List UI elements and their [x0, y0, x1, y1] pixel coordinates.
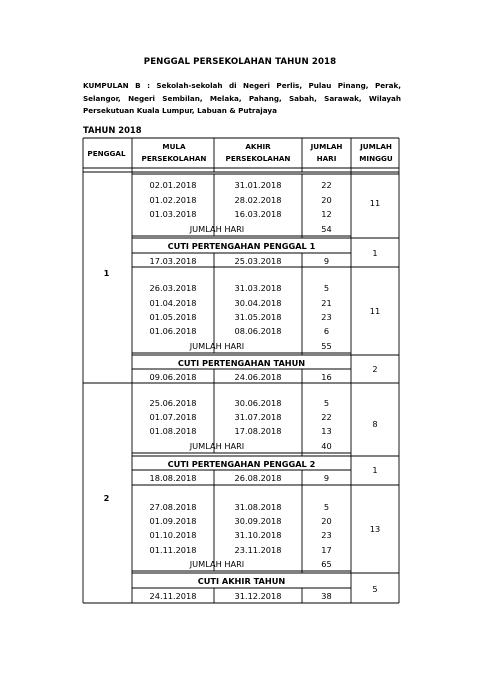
akhir-date: 31.01.2018	[234, 180, 282, 190]
mula-date: 01.09.2018	[149, 516, 197, 526]
jumlah-minggu-value: 13	[369, 524, 381, 534]
mula-date: 01.03.2018	[149, 209, 197, 219]
jumlah-minggu-value: 11	[369, 198, 381, 208]
akhir-date: 30.04.2018	[234, 298, 282, 308]
mula-date: 18.08.2018	[149, 473, 197, 483]
day-count: 16	[321, 372, 332, 382]
group-description: KUMPULAN B : Sekolah-sekolah di Negeri Perlis, Pulau Pinang, Perak, Selangor, Negeri Sembilan, Melaka, Pahang, Sabah, Sarawak, Wilayah Persekutuan Kuala Lumpur, Labuan & Putrajaya	[83, 81, 401, 116]
akhir-date: 24.06.2018	[234, 372, 282, 382]
penggal-2-label: 2	[103, 493, 110, 503]
jumlah-hari-total: 65	[321, 559, 332, 569]
day-count: 5	[323, 502, 330, 512]
day-count: 17	[321, 545, 332, 555]
jumlah-minggu-value: 11	[369, 306, 381, 316]
header-jumlah-hari: JUMLAH HARI	[310, 142, 343, 163]
mula-date: 01.02.2018	[149, 195, 197, 205]
mula-date: 25.06.2018	[149, 398, 197, 408]
akhir-date: 28.02.2018	[234, 195, 282, 205]
jumlah-minggu-value: 1	[372, 248, 378, 258]
akhir-date: 17.08.2018	[234, 426, 282, 436]
akhir-date: 16.03.2018	[234, 209, 282, 219]
day-count: 38	[321, 591, 332, 601]
akhir-date: 31.12.2018	[234, 591, 282, 601]
jumlah-minggu-value: 2	[372, 364, 378, 374]
jumlah-hari-label: JUMLAH HARI	[189, 441, 245, 451]
akhir-date: 31.08.2018	[234, 502, 282, 512]
akhir-date: 23.11.2018	[234, 545, 282, 555]
mula-date: 27.08.2018	[149, 502, 197, 512]
akhir-date: 31.07.2018	[234, 412, 282, 422]
cuti-heading: CUTI PERTENGAHAN PENGGAL 2	[167, 459, 316, 469]
cuti-heading: CUTI AKHIR TAHUN	[197, 576, 286, 586]
penggal-1-label: 1	[103, 268, 110, 278]
day-count: 13	[321, 426, 332, 436]
day-count: 22	[321, 180, 332, 190]
akhir-date: 30.06.2018	[234, 398, 282, 408]
day-count: 6	[323, 326, 330, 336]
jumlah-hari-total: 40	[321, 441, 332, 451]
akhir-date: 26.08.2018	[234, 473, 282, 483]
mula-date: 09.06.2018	[149, 372, 197, 382]
mula-date: 17.03.2018	[149, 256, 197, 266]
page-title: PENGGAL PERSEKOLAHAN TAHUN 2018	[143, 57, 337, 67]
mula-date: 24.11.2018	[149, 591, 197, 601]
jumlah-minggu-value: 5	[372, 584, 378, 594]
jumlah-hari-label: JUMLAH HARI	[189, 224, 245, 234]
mula-date: 26.03.2018	[149, 283, 197, 293]
day-count: 20	[321, 195, 332, 205]
day-count: 5	[323, 398, 330, 408]
mula-date: 01.04.2018	[149, 298, 197, 308]
year-label: TAHUN 2018	[83, 125, 142, 135]
akhir-date: 25.03.2018	[234, 256, 282, 266]
day-count: 21	[321, 298, 332, 308]
mula-date: 01.08.2018	[149, 426, 197, 436]
jumlah-hari-label: JUMLAH HARI	[189, 341, 245, 351]
jumlah-hari-label: JUMLAH HARI	[189, 559, 245, 569]
day-count: 23	[321, 312, 332, 322]
akhir-date: 31.05.2018	[234, 312, 282, 322]
day-count: 22	[321, 412, 332, 422]
mula-date: 01.06.2018	[149, 326, 197, 336]
header-penggal: PENGGAL	[87, 149, 126, 158]
day-count: 5	[323, 283, 330, 293]
day-count: 9	[323, 256, 330, 266]
mula-date: 02.01.2018	[149, 180, 197, 190]
jumlah-hari-total: 55	[321, 341, 332, 351]
day-count: 12	[321, 209, 332, 219]
jumlah-minggu-value: 8	[372, 419, 378, 429]
header-akhir: AKHIR PERSEKOLAHAN	[225, 142, 291, 163]
jumlah-minggu-value: 1	[372, 465, 378, 475]
day-count: 20	[321, 516, 332, 526]
mula-date: 01.05.2018	[149, 312, 197, 322]
jumlah-hari-total: 54	[321, 224, 332, 234]
header-mula: MULA PERSEKOLAHAN	[141, 142, 207, 163]
mula-date: 01.11.2018	[149, 545, 197, 555]
mula-date: 01.10.2018	[149, 530, 197, 540]
day-count: 23	[321, 530, 332, 540]
cuti-heading: CUTI PERTENGAHAN PENGGAL 1	[167, 241, 316, 251]
akhir-date: 30.09.2018	[234, 516, 282, 526]
cuti-heading: CUTI PERTENGAHAN TAHUN	[177, 358, 306, 368]
akhir-date: 31.10.2018	[234, 530, 282, 540]
akhir-date: 08.06.2018	[234, 326, 282, 336]
akhir-date: 31.03.2018	[234, 283, 282, 293]
day-count: 9	[323, 473, 330, 483]
header-jumlah-minggu: JUMLAH MINGGU	[359, 142, 393, 163]
mula-date: 01.07.2018	[149, 412, 197, 422]
